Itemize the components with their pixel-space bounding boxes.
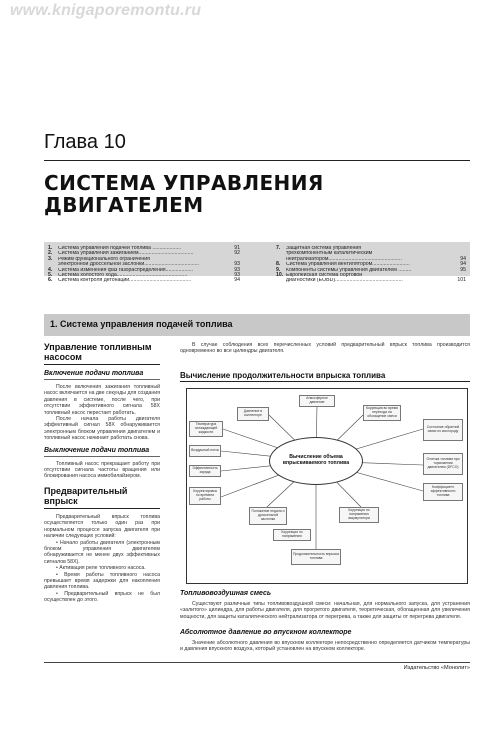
node-battery-correction: Коррекция по напряжению аккумулятора (339, 507, 379, 523)
toc-page: 93 (234, 272, 240, 279)
table-of-contents (44, 242, 470, 284)
toc-item (276, 278, 466, 283)
toc-num: 4. (48, 266, 53, 273)
toc-page: 101 (457, 277, 466, 284)
subheading-rule (44, 456, 160, 457)
title-line-2: ДВИГАТЕЛЕМ (44, 193, 204, 217)
section-header (44, 314, 470, 336)
paragraph-pressure: Значение абсолютного давления во впускном коллекторе непосредственно определяется датчиком температуры и давления впускного воздуха, который установлен на впускном коллекторе. (180, 640, 470, 653)
paragraph: После включения зажигания топливный насос включается на две секунды для создания давления в системе, после чего, при отсутствии эффективного сигнала 58X топливный насос перестает работать. (44, 384, 160, 416)
toc-label: Режим функционального ограничения (58, 256, 150, 262)
chapter-heading: Глава 10 (44, 131, 126, 153)
heading-rule (44, 508, 160, 509)
node-enrichment-correction: Коррекция во время перехода на обогащение смеси (363, 405, 401, 421)
node-runtime-correction: Корректировка по времени работы (189, 487, 221, 505)
node-coolant-temp: Температура охлаждающей жидкости (189, 421, 223, 437)
heading-pre-injection: Предварительный впрыск (44, 485, 128, 506)
toc-label: диагностики (EOBD)............................................... (286, 278, 403, 284)
toc-label: Защитная система управления (286, 246, 362, 251)
toc-left-column (48, 246, 240, 284)
bullet-item: • Активация реле топливного насоса. (56, 565, 146, 572)
node-manifold-pressure: Давление в коллекторе (237, 407, 269, 421)
title-line-1: СИСТЕМА УПРАВЛЕНИЯ (44, 171, 324, 195)
toc-num: 8. (276, 261, 281, 268)
heading-rule (44, 364, 160, 365)
toc-page: 94 (460, 255, 466, 262)
toc-label: Система управления вентилятором.......................... (286, 262, 410, 268)
toc-page: 91 (234, 245, 240, 251)
toc-label: Компоненты системы управления двигателем ......... (286, 267, 412, 273)
toc-num: 2. (48, 250, 53, 257)
toc-label: электронной дроссельной заслонки...................................... (58, 262, 200, 268)
footer-rule (44, 662, 470, 663)
center-node-injection-volume: Вычисление объема впрыскиваемого топлива (269, 437, 363, 485)
chapter-divider (44, 160, 470, 161)
toc-page: 93 (234, 261, 240, 268)
diagram-title: Вычисление продолжительности впрыска топлива (180, 371, 386, 380)
subheading-rule (44, 379, 160, 380)
node-oxygen-feedback: Состояние обратной связи по кислороду (423, 419, 463, 441)
toc-page: 94 (234, 277, 240, 284)
left-column (44, 342, 160, 604)
diagram-rule (180, 381, 470, 382)
toc-label: Европейская система бортовой (286, 273, 363, 279)
subheading-air-fuel-mixture: Топливовоздушная смесь (180, 590, 272, 597)
toc-label: Система управления подачей топлива .................... (58, 246, 182, 251)
toc-label: Система контроля детонации........................................... (58, 278, 192, 284)
toc-label: Система управления зажиганием...................................... (58, 251, 194, 257)
toc-num: 6. (48, 277, 53, 284)
paragraph: Топливный насос прекращает работу при отсутствии сигнала частоты вращения или блокирования насоса иммобилайзером. (44, 460, 160, 480)
toc-num: 1. (48, 245, 53, 251)
toc-num: 5. (48, 272, 53, 279)
toc-label: трехкомпонентным каталитическим (286, 251, 373, 257)
bullet-item: • Предварительный впрыск не был осуществлен до этого. (44, 590, 160, 604)
toc-label: Система изменения фаз газораспределения................... (58, 267, 193, 273)
subheading-fuel-off: Выключение подачи топлива (44, 446, 150, 454)
node-injection-duration: Продолжительность впрыска топлива (291, 549, 341, 565)
toc-right-column (276, 246, 466, 284)
page-title (44, 172, 324, 216)
toc-item (48, 278, 240, 283)
toc-page: 94 (460, 261, 466, 268)
paragraph: Предварительный впрыск топлива осуществляется только один раз при нормальном процессе запуска двигателя при наличии следующих условий: (44, 513, 160, 540)
toc-label: Система холостого хода................................................. (58, 273, 188, 279)
publisher-footer: Издательство «Монолит» (403, 665, 470, 671)
node-air-flow: Воздушный поток (189, 445, 221, 457)
node-charge-efficiency: Эффективность заряда (189, 465, 221, 477)
subheading-manifold-pressure: Абсолютное давление во впускном коллекторе (180, 629, 352, 636)
paragraph-mixture: Существуют различные типы топливовоздушной смеси: начальная, для нормального запуска, для устранения «залитого» цилиндра, для работы двигателя, для прогретого двигателя, теоретическая, обогащенная для увеличения мощности, для защиты каталитического нейтрализатора от перегрева, а также для защиты от перегрева двигателя. (180, 601, 470, 620)
node-pedal-throttle: Положение педали и дроссельной заслонки (249, 507, 287, 525)
toc-num: 7. (276, 245, 281, 251)
node-dfco: Отсечка топлива при торможении двигателем (DFCO) (423, 453, 463, 475)
bullet-item: • Время работы топливного насоса превышает время задержки для накопления давления топлива. (44, 571, 160, 591)
toc-num: 9. (276, 266, 281, 273)
toc-label: нейтрализатором................................................... (286, 256, 402, 262)
node-voltage-correction: Коррекция по напряжению (273, 529, 311, 541)
toc-page: 93 (234, 266, 240, 273)
bullet-item: • Начало работы двигателя (электронным блоком управления двигателем обнаруживается не менее двух эффективных сигналов 58X). (44, 539, 160, 565)
intro-paragraph: В случае соблюдения всех перечисленных условий предварительный впрыск топлива производится одновременно во все цилиндры двигателя. (180, 342, 470, 355)
node-atmospheric-pressure: Атмосферное давление (299, 395, 335, 407)
node-fuel-efficiency: Коэффициент эффективности топлива (423, 483, 463, 501)
subheading-fuel-on: Включение подачи топлива (44, 370, 144, 377)
toc-num (276, 278, 286, 283)
section-title: 1. Система управления подачей топлива (50, 319, 233, 329)
site-watermark: www.knigaporemontu.ru (10, 2, 202, 19)
toc-page: 92 (234, 250, 240, 257)
paragraph: После начала работы двигателя эффективный сигнал 58X обнаруживается электронным блоком управления двигателем и топливный насос начинает работать снова. (44, 416, 160, 442)
toc-num: 10. (276, 272, 284, 279)
toc-num: 3. (48, 255, 53, 262)
heading-fuel-pump-control: Управление топливным насосом (44, 342, 152, 362)
injection-duration-diagram (186, 388, 468, 584)
toc-page: 95 (460, 266, 466, 273)
